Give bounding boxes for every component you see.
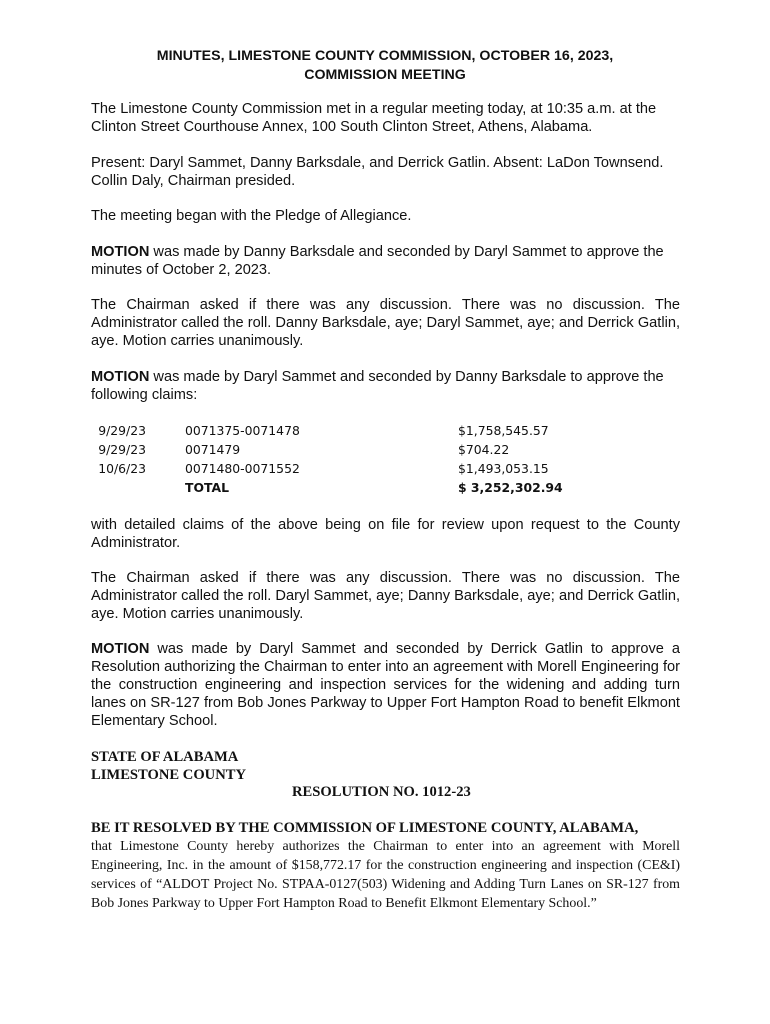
claim-amount: $1,493,053.15	[458, 461, 549, 476]
motion-minutes-paragraph	[91, 243, 680, 279]
title-line-1: MINUTES, LIMESTONE COUNTY COMMISSION, OCTOBER 16, 2023,	[156, 48, 614, 64]
claim-total-label: TOTAL	[185, 480, 229, 495]
pledge-paragraph: The meeting began with the Pledge of Allegiance.	[91, 208, 412, 224]
motion-label: MOTION	[91, 244, 150, 260]
motion-text: was made by Daryl Sammet and seconded by Derrick Gatlin to approve a Resolution authorizing the Chairman to enter into an agreement with Morell Engineering for the construction engineering and inspection services for the widening and adding turn lanes on SR-127 from Bob Jones Parkway to Upper Fort Hampton Road to benefit Elkmont Elementary School.	[91, 641, 680, 729]
page-title	[90, 47, 680, 85]
claim-date: 10/6/23	[98, 461, 146, 476]
claims-table	[91, 421, 651, 497]
motion-label: MOTION	[91, 641, 150, 657]
claim-range: 0071479	[185, 442, 241, 457]
motion-resolution-paragraph	[91, 640, 680, 730]
claim-date: 9/29/23	[98, 442, 146, 457]
attendance-paragraph	[91, 154, 680, 190]
attendance-line-1: Present: Daryl Sammet, Danny Barksdale, and Derrick Gatlin. Absent: LaDon Townsend.	[91, 155, 664, 171]
claim-total-amount: $ 3,252,302.94	[458, 480, 563, 495]
claim-amount: $704.22	[458, 442, 510, 457]
claim-date: 9/29/23	[98, 423, 146, 438]
resolution-state: STATE OF ALABAMA	[91, 749, 239, 765]
claim-amount: $1,758,545.57	[458, 423, 549, 438]
motion-text: was made by Daryl Sammet and seconded by Danny Barksdale to approve the following claims:	[91, 369, 664, 403]
resolution-number: RESOLUTION NO. 1012-23	[292, 784, 471, 800]
claims-note-paragraph: with detailed claims of the above being on file for review upon request to the County Administrator.	[91, 517, 680, 551]
resolution-heading: BE IT RESOLVED BY THE COMMISSION OF LIMESTONE COUNTY, ALABAMA,	[91, 820, 639, 836]
claim-row	[91, 421, 651, 440]
motion-text: was made by Danny Barksdale and seconded by Daryl Sammet to approve the minutes of October 2, 2023.	[91, 244, 664, 278]
discussion-paragraph-1: The Chairman asked if there was any discussion. There was no discussion. The Administrator called the roll. Danny Barksdale, aye; Daryl Sammet, aye; and Derrick Gatlin, aye. Motion carries unanimously.	[91, 297, 680, 349]
discussion-paragraph-2: The Chairman asked if there was any discussion. There was no discussion. The Administrator called the roll. Daryl Sammet, aye; Danny Barksdale, aye; and Derrick Gatlin, aye. Motion carries unanimously.	[91, 570, 680, 622]
title-line-2: COMMISSION MEETING	[304, 67, 466, 83]
attendance-line-2: Collin Daly, Chairman presided.	[91, 173, 296, 189]
motion-label: MOTION	[91, 369, 150, 385]
claim-range: 0071480-0071552	[185, 461, 300, 476]
resolution-body: that Limestone County hereby authorizes the Chairman to enter into an agreement with Morell Engineering, Inc. in the amount of $158,772.17 for the construction engineering and inspection (CE&I) services of “ALDOT Project No. STPAA-0127(503) Widening and Adding Turn Lanes on SR-127 from Bob Jones Parkway to Upper Fort Hampton Road to Benefit Elkmont Elementary School.”	[91, 839, 680, 911]
claim-row	[91, 440, 651, 459]
resolution-county: LIMESTONE COUNTY	[91, 767, 247, 783]
claim-total-row	[91, 478, 651, 497]
claim-range: 0071375-0071478	[185, 423, 300, 438]
motion-claims-paragraph	[91, 368, 680, 404]
claim-row	[91, 459, 651, 478]
intro-paragraph: The Limestone County Commission met in a regular meeting today, at 10:35 a.m. at the Clinton Street Courthouse Annex, 100 South Clinton Street, Athens, Alabama.	[91, 101, 657, 135]
